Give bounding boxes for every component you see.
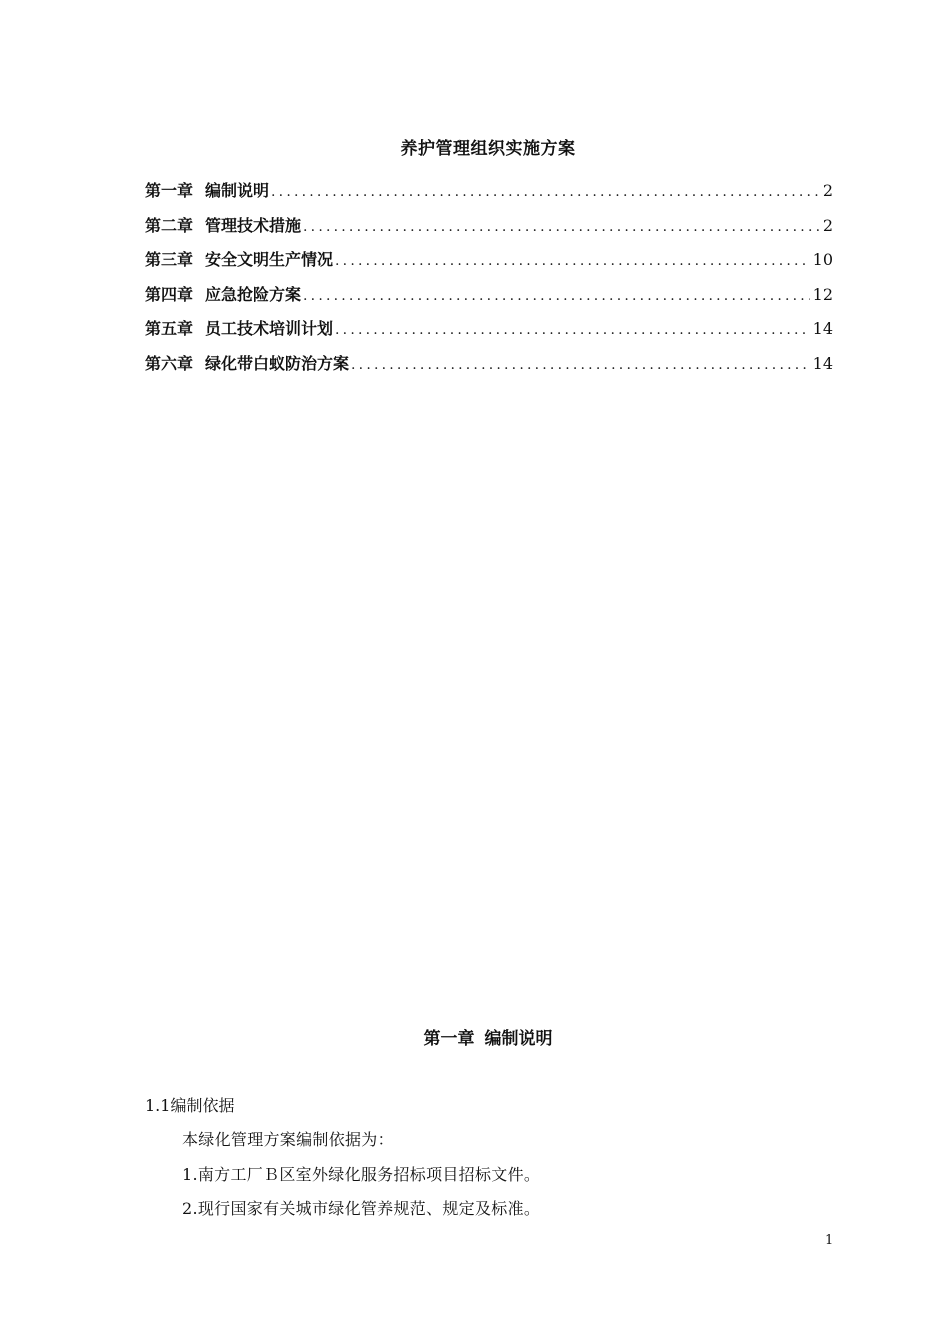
body-paragraph: 2.现行国家有关城市绿化管养规范、规定及标准。 — [182, 1199, 541, 1218]
toc-chapter-heading: 编制说明 — [205, 181, 270, 200]
document-title: 养护管理组织实施方案 — [400, 139, 576, 159]
toc-entry[interactable] — [145, 178, 833, 213]
page-number: 1 — [825, 1233, 834, 1248]
toc-chapter-number: 第六章 — [145, 353, 194, 373]
chapter-number: 第一章 — [423, 1029, 475, 1049]
toc-entry[interactable] — [145, 282, 833, 317]
body-paragraph: 1.南方工厂Ｂ区室外绿化服务招标项目招标文件。 — [182, 1165, 541, 1184]
toc-page-number: 2 — [822, 181, 833, 200]
toc-page-number: 10 — [812, 250, 833, 269]
toc-page-number: 14 — [812, 319, 833, 338]
toc-chapter-heading: 绿化带白蚁防治方案 — [205, 353, 350, 373]
toc-dot-leader — [271, 184, 820, 200]
toc-chapter-heading: 员工技术培训计划 — [205, 319, 334, 338]
toc-page-number: 14 — [812, 353, 833, 373]
toc-chapter-heading: 应急抢险方案 — [205, 284, 302, 304]
toc-dot-leader — [335, 253, 810, 269]
toc-chapter-number: 第三章 — [145, 250, 194, 269]
toc-chapter-number: 第四章 — [145, 284, 194, 304]
toc-chapter-heading: 管理技术措施 — [205, 215, 302, 235]
toc-chapter-number: 第五章 — [145, 319, 194, 338]
toc-entry[interactable] — [145, 247, 833, 282]
toc-dot-leader — [303, 288, 810, 304]
toc-page-number: 12 — [812, 284, 833, 304]
toc-dot-leader — [303, 219, 820, 235]
toc-dot-leader — [335, 322, 810, 338]
toc-chapter-number: 第二章 — [145, 215, 194, 235]
table-of-contents — [145, 178, 833, 385]
toc-dot-leader — [351, 357, 810, 373]
toc-page-number: 2 — [822, 215, 833, 235]
toc-entry[interactable] — [145, 213, 833, 248]
chapter-heading: 编制说明 — [484, 1029, 553, 1049]
toc-chapter-number: 第一章 — [145, 181, 194, 200]
chapter-title — [0, 1024, 950, 1049]
body-paragraph: 本绿化管理方案编制依据为： — [182, 1130, 394, 1149]
toc-entry[interactable] — [145, 316, 833, 351]
toc-entry[interactable] — [145, 351, 833, 386]
section-heading: 1.1编制依据 — [145, 1096, 235, 1115]
toc-chapter-heading: 安全文明生产情况 — [205, 250, 334, 269]
